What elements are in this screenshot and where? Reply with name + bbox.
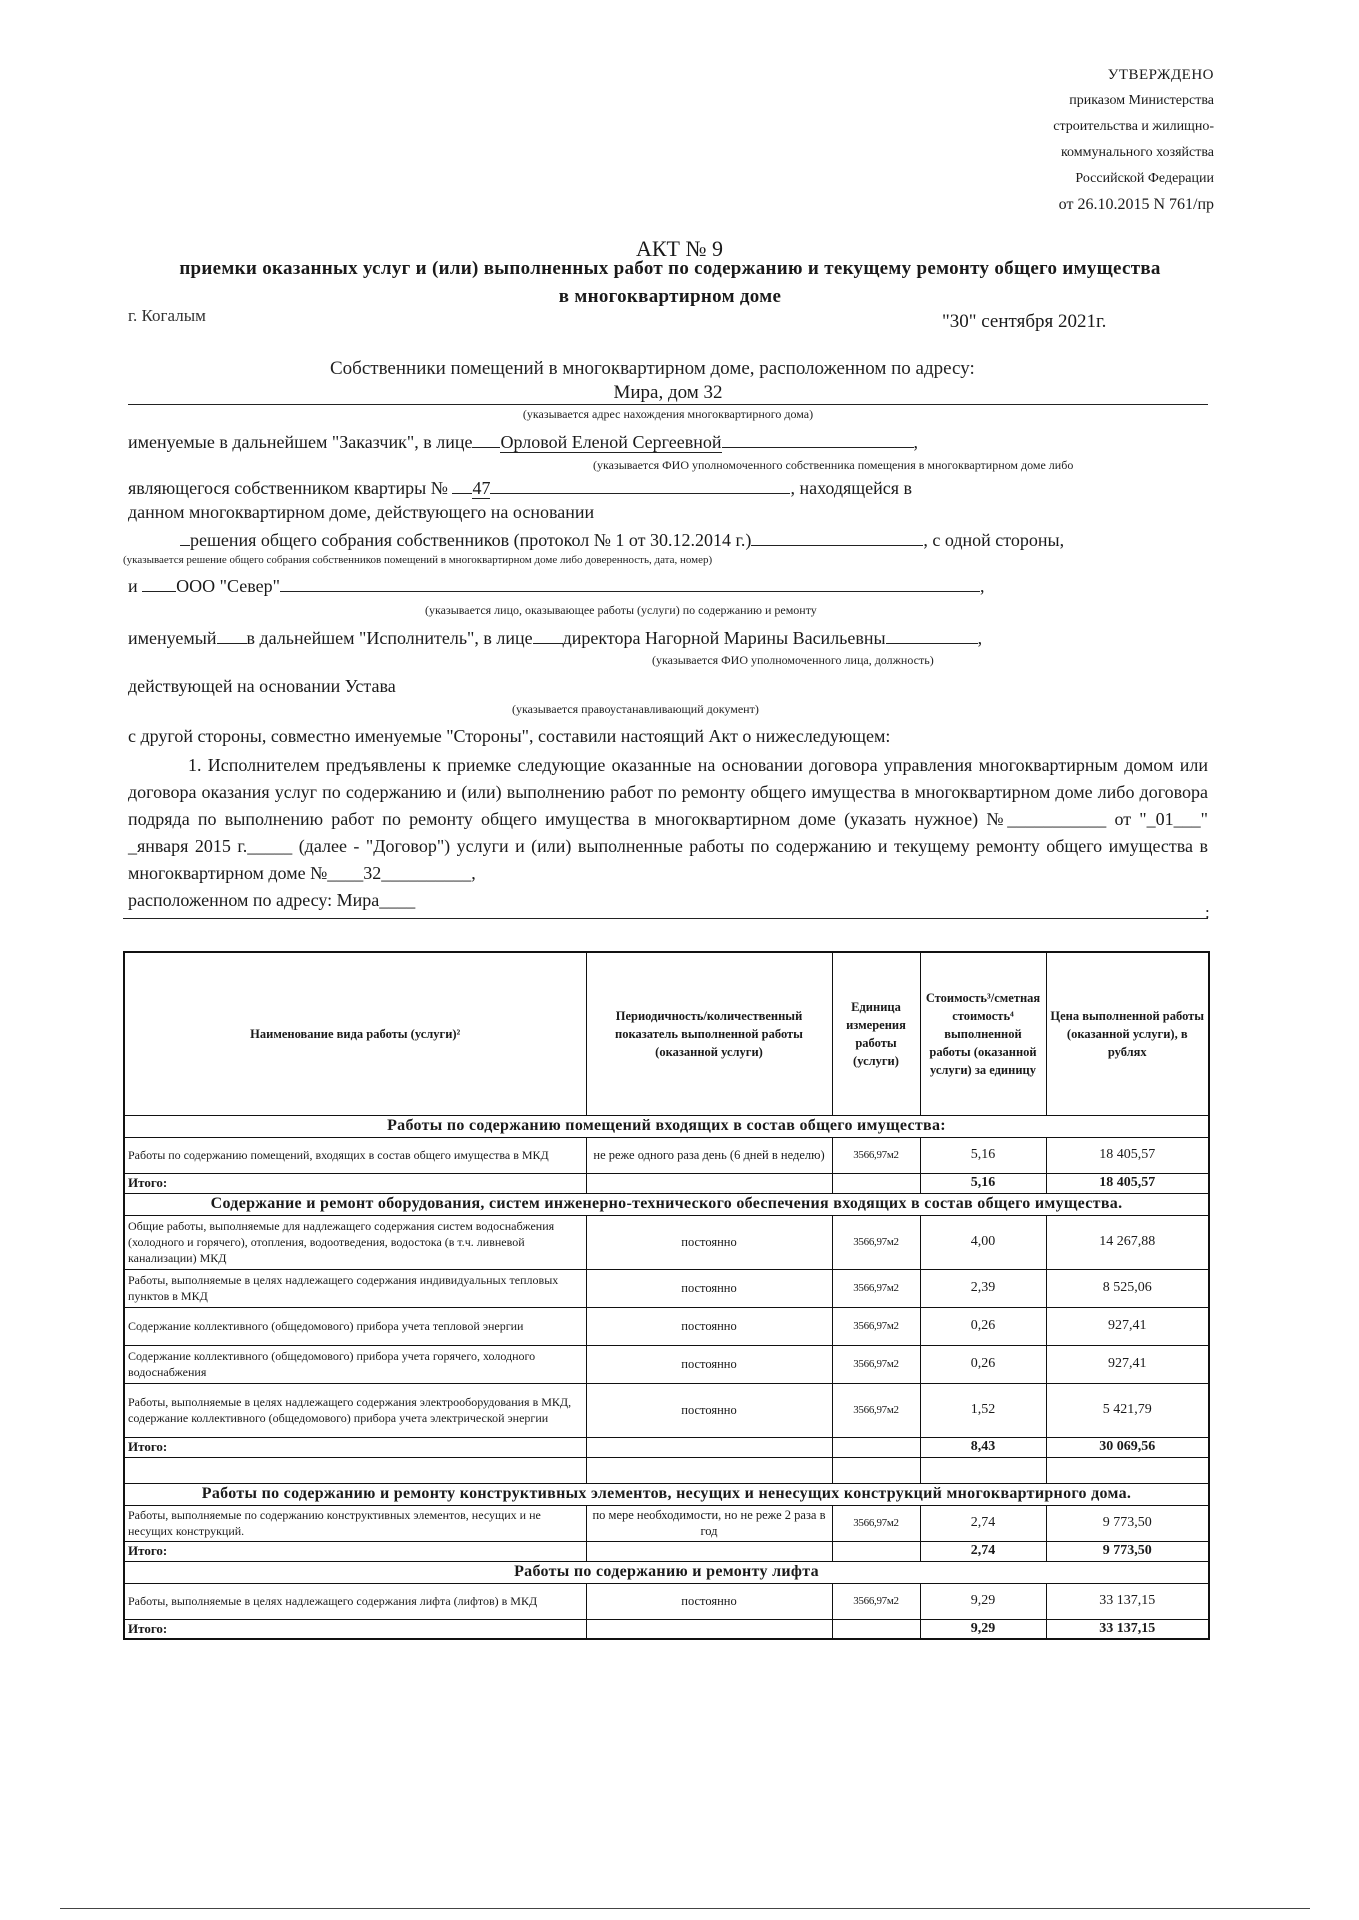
page-bottom-edge [60,1908,1310,1909]
spacer-row [124,1457,1209,1483]
decision-hint: (указывается решение общего собрания собственников помещений в многоквартирном доме либо доверенность, дата, номер) [123,554,713,566]
table-row [124,1583,1209,1619]
row-cost: 0,26 [920,1307,1046,1345]
section-title: Работы по содержанию и ремонту лифта [124,1561,1209,1583]
basis-hint: (указывается правоустанавливающий документ) [512,702,759,716]
header-period: Периодичность/количественный показатель выполненной работы (оказанной услуги) [586,952,832,1115]
document-subtitle [130,255,1210,311]
apartment-suffix: , находящейся в [790,478,913,498]
row-period: постоянно [586,1215,832,1269]
address-hint: (указывается адрес нахождения многоквартирного дома) [522,407,814,421]
section-title-row [124,1561,1209,1583]
row-period: постоянно [586,1269,832,1307]
row-unit: 3566,97м2 [832,1215,920,1269]
row-unit: 3566,97м2 [832,1505,920,1541]
row-unit: 3566,97м2 [832,1307,920,1345]
row-price: 33 137,15 [1046,1583,1209,1619]
header-cost: Стоимость³/сметная стоимость⁴ выполненной работы (оказанной услуги) за единицу [920,952,1046,1115]
row-price: 927,41 [1046,1345,1209,1383]
services-table [123,951,1210,1640]
row-period: не реже одного раза день (6 дней в неделю) [586,1137,832,1173]
row-name: Работы по содержанию помещений, входящих в состав общего имущества в МКД [124,1137,586,1173]
header-name: Наименование вида работы (услуги)² [124,952,586,1115]
total-label: Итого: [124,1541,586,1561]
row-name: Содержание коллективного (общедомового) прибора учета тепловой энергии [124,1307,586,1345]
subtitle-line: в многоквартирном доме [558,286,782,307]
section-title-row [124,1193,1209,1215]
row-cost: 0,26 [920,1345,1046,1383]
decision-suffix: , с одной стороны, [923,530,1065,550]
customer-prefix: именуемые в дальнейшем "Заказчик", в лице [128,432,473,452]
decision-line [180,530,1064,551]
total-price: 33 137,15 [1046,1619,1209,1639]
executor-named-prefix: именуемый [128,628,217,648]
row-cost: 4,00 [920,1215,1046,1269]
header-price: Цена выполненной работы (оказанной услуги), в рублях [1046,952,1209,1115]
table-row [124,1345,1209,1383]
row-cost: 2,74 [920,1505,1046,1541]
total-cost: 2,74 [920,1541,1046,1561]
executor-line: именуемый в дальнейшем "Исполнитель", в лице директора Нагорной Марины Васильевны , [128,628,983,648]
clause-1-last: расположенном по адресу: Мира____ [128,890,416,910]
total-cost: 9,29 [920,1619,1046,1639]
row-cost: 9,29 [920,1583,1046,1619]
address-line [128,382,1208,422]
row-name: Работы, выполняемые по содержанию конструктивных элементов, несущих и не несущих конструкций. [124,1505,586,1541]
total-row [124,1173,1209,1193]
clause-1-text: 1. Исполнителем предъявлены к приемке следующие оказанные на основании договора управления многоквартирным домом или договора оказания услуг по содержанию и (или) выполнению работ по ремонту общего имущества в многоквартирном доме либо договора подряда по выполнению работ по ремонту общего имущества в многоквартирном доме (указать нужное) №___________ от "_01___" _января 2015 г._____ (далее - "Договор") услуги и (или) выполненные работы по содержанию и текущему ремонту общего имущества в многоквартирном доме №____32__________, [128,755,1208,883]
table-row [124,1137,1209,1173]
total-row [124,1541,1209,1561]
row-unit: 3566,97м2 [832,1137,920,1173]
total-cost: 5,16 [920,1173,1046,1193]
row-price: 8 525,06 [1046,1269,1209,1307]
total-label: Итого: [124,1173,586,1193]
approval-line: от 26.10.2015 N 761/пр [1058,196,1214,213]
city: г. Когалым [128,306,206,325]
row-name: Общие работы, выполняемые для надлежащего содержания систем водоснабжения (холодного и горячего), отопления, водоотведения, водостока (в т.ч. ливневой канализации) МКД [124,1215,586,1269]
row-unit: 3566,97м2 [832,1583,920,1619]
approval-line: коммунального хозяйства [1060,145,1214,160]
row-cost: 5,16 [920,1137,1046,1173]
section-title-row [124,1115,1209,1137]
total-price: 30 069,56 [1046,1437,1209,1457]
section-title: Содержание и ремонт оборудования, систем инженерно-технического обеспечения входящих в состав общего имущества. [124,1193,1209,1215]
executor-named-mid: в дальнейшем "Исполнитель", в лице [246,628,533,648]
row-price: 5 421,79 [1046,1383,1209,1437]
customer-line: именуемые в дальнейшем "Заказчик", в лице Орловой Еленой Сергеевной , [128,432,919,452]
section-title-row [124,1483,1209,1505]
decision-text: решения общего собрания собственников (протокол № 1 от 30.12.2014 г.) [190,530,752,550]
total-label: Итого: [124,1437,586,1457]
executor-basis: действующей на основании Устава [128,676,396,696]
section-title: Работы по содержанию помещений входящих в состав общего имущества: [124,1115,1209,1137]
contractor-hint: (указывается лицо, оказывающее работы (услуги) по содержанию и ремонту [425,603,817,617]
total-label: Итого: [124,1619,586,1639]
agreement-line: с другой стороны, совместно именуемые "Стороны", составили настоящий Акт о нижеследующем: [128,726,891,746]
row-unit: 3566,97м2 [832,1345,920,1383]
section-title: Работы по содержанию и ремонту конструктивных элементов, несущих и ненесущих конструкций многоквартирного дома. [124,1483,1209,1505]
table-row [124,1215,1209,1269]
row-period: постоянно [586,1307,832,1345]
executor-hint: (указывается ФИО уполномоченного лица, должность) [652,653,934,667]
total-row [124,1619,1209,1639]
blank-line [123,918,1208,919]
table-row [124,1383,1209,1437]
approval-line: приказом Министерства [1069,93,1214,108]
approval-line: Российской Федерации [1075,171,1214,186]
row-unit: 3566,97м2 [832,1269,920,1307]
row-price: 9 773,50 [1046,1505,1209,1541]
row-period: по мере необходимости, но не реже 2 раза в год [586,1505,832,1541]
document-title: АКТ № 9 [636,236,723,261]
apartment-line [128,478,912,499]
approval-line: строительства и жилищно- [1053,119,1214,134]
apartment-number: 47 [472,478,491,498]
contractor-prefix: и [128,576,138,596]
total-row [124,1437,1209,1457]
row-period: постоянно [586,1583,832,1619]
row-name: Работы, выполняемые в целях надлежащего содержания электрооборудования в МКД, содержание коллективного (общедомового) прибора учета электрической энергии [124,1383,586,1437]
row-name: Работы, выполняемые в целях надлежащего содержания лифта (лифтов) в МКД [124,1583,586,1619]
total-cost: 8,43 [920,1437,1046,1457]
contractor-line: и ООО "Север" , [128,576,985,596]
table-row [124,1269,1209,1307]
row-name: Содержание коллективного (общедомового) прибора учета горячего, холодного водоснабжения [124,1345,586,1383]
approval-line: УТВЕРЖДЕНО [1107,67,1214,83]
row-price: 927,41 [1046,1307,1209,1345]
row-name: Работы, выполняемые в целях надлежащего содержания индивидуальных тепловых пунктов в МКД [124,1269,586,1307]
row-price: 14 267,88 [1046,1215,1209,1269]
subtitle-line: приемки оказанных услуг и (или) выполненных работ по содержанию и текущему ремонту общего имущества [179,258,1161,279]
row-unit: 3566,97м2 [832,1383,920,1437]
apartment-prefix: являющегося собственником квартиры № [128,478,448,498]
document-date: "30" сентября 2021г. [942,311,1107,332]
row-price: 18 405,57 [1046,1137,1209,1173]
approval-block [1053,62,1214,218]
line-colon: : [1205,903,1210,922]
row-period: постоянно [586,1383,832,1437]
total-price: 9 773,50 [1046,1541,1209,1561]
address-value: Мира, дом 32 [128,382,1208,405]
table-row [124,1505,1209,1541]
row-cost: 1,52 [920,1383,1046,1437]
customer-hint: (указывается ФИО уполномоченного собственника помещения в многоквартирном доме либо [593,458,1074,472]
header-unit: Единица измерения работы (услуги) [832,952,920,1115]
table-header-row [124,952,1209,1115]
apartment-line-2: данном многоквартирном доме, действующего на основании [128,502,595,522]
total-price: 18 405,57 [1046,1173,1209,1193]
customer-name: Орловой Еленой Сергеевной [500,432,722,452]
owners-intro: Собственники помещений в многоквартирном доме, расположенном по адресу: [330,358,975,379]
row-period: постоянно [586,1345,832,1383]
executor-representative: директора Нагорной Марины Васильевны [562,628,886,648]
table-row [124,1307,1209,1345]
row-cost: 2,39 [920,1269,1046,1307]
contractor-name: ООО "Север" [176,576,280,596]
clause-1 [128,752,1208,914]
